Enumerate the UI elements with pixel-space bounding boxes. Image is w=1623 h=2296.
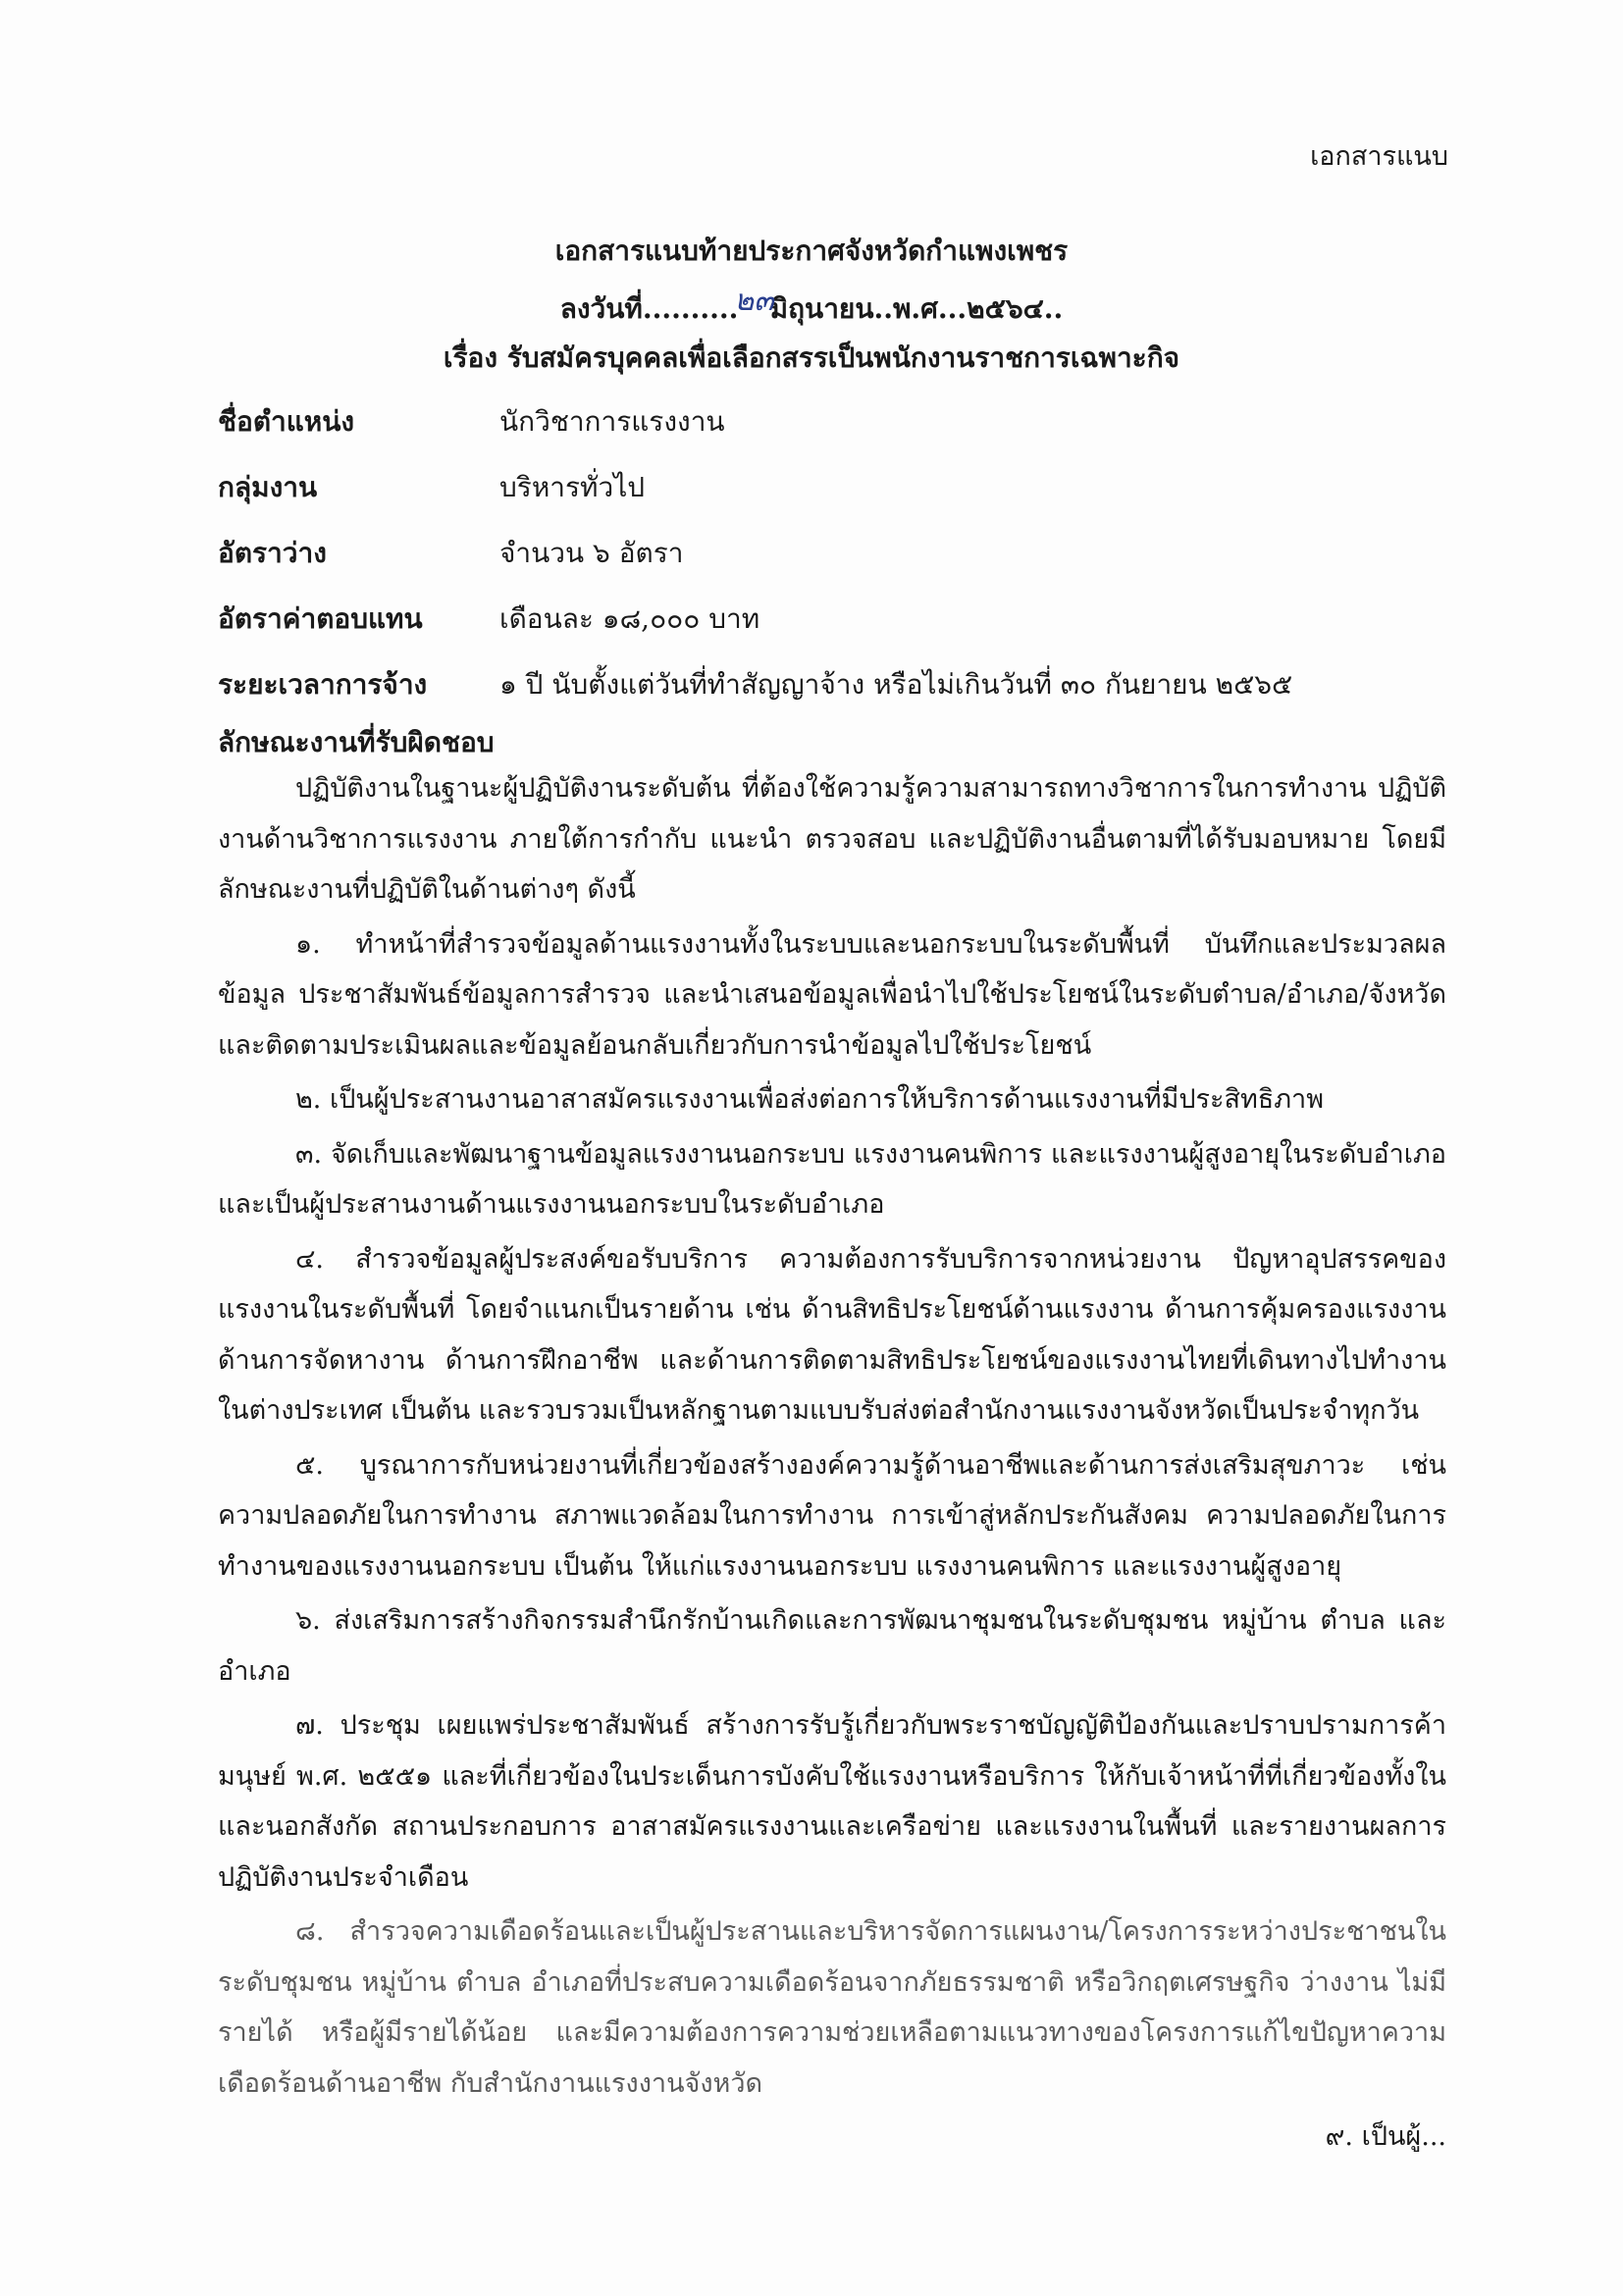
info-row-vacancies bbox=[218, 520, 1435, 586]
info-key: ชื่อตำแหน่ง bbox=[218, 404, 355, 438]
info-key: อัตราว่าง bbox=[218, 536, 327, 569]
duty-item-1: ๑. ทำหน้าที่สำรวจข้อมูลด้านแรงงานทั้งในระบบและนอกระบบในระดับพื้นที่ บันทึกและประมวลผลข้อมูล ประชาสัมพันธ์ข้อมูลการสำรวจ และนำเสนอข้อมูลเพื่อนำไปใช้ประโยชน์ในระดับตำบล/อำเภอ/จังหวัด และติดตามประเมินผลและข้อมูลย้อนกลับเกี่ยวกับการนำข้อมูลไปใช้ประโยชน์ bbox=[218, 928, 1446, 1061]
duty-item-7: ๗. ประชุม เผยแพร่ประชาสัมพันธ์ สร้างการรับรู้เกี่ยวกับพระราชบัญญัติป้องกันและปราบปรามการค้ามนุษย์ พ.ศ. ๒๕๕๑ และที่เกี่ยวข้องในประเด็นการบังคับใช้แรงงานหรือบริการ ให้กับเจ้าหน้าที่ที่เกี่ยวข้องทั้งในและนอกสังกัด สถานประกอบการ อาสาสมัครแรงงานและเครือข่าย และแรงงานในพื้นที่ และรายงานผลการปฏิบัติงานประจำเดือน bbox=[218, 1710, 1446, 1893]
info-row-salary bbox=[218, 586, 1435, 652]
info-value: ๑ ปี นับตั้งแต่วันที่ทำสัญญาจ้าง หรือไม่เกินวันที่ ๓๐ กันยายน ๒๕๖๕ bbox=[499, 667, 1293, 701]
duty-item-4: ๔. สำรวจข้อมูลผู้ประสงค์ขอรับบริการ ความต้องการรับบริการจากหน่วยงาน ปัญหาอุปสรรคของแรงงานในระดับพื้นที่ โดยจำแนกเป็นรายด้าน เช่น ด้านสิทธิประโยชน์ด้านแรงงาน ด้านการคุ้มครองแรงงาน ด้านการจัดหางาน ด้านการฝึกอาชีพ และด้านการติดตามสิทธิประโยชน์ของแรงงานไทยที่เดินทางไปทำงานในต่างประเทศ เป็นต้น และรวบรวมเป็นหลักฐานตามแบบรับส่งต่อสำนักงานแรงงานจังหวัดเป็นประจำทุกวัน bbox=[218, 1243, 1446, 1426]
intro-paragraph: ปฏิบัติงานในฐานะผู้ปฏิบัติงานระดับต้น ที่ต้องใช้ความรู้ความสามารถทางวิชาการในการทำงาน ปฏิบัติงานด้านวิชาการแรงงาน ภายใต้การกำกับ แนะนำ ตรวจสอบ และปฏิบัติงานอื่นตามที่ได้รับมอบหมาย โดยมีลักษณะงานที่ปฏิบัติในด้านต่างๆ ดังนี้ bbox=[218, 773, 1446, 905]
date-suffix: มิถุนายน..พ.ศ...๒๕๖๔.. bbox=[769, 292, 1064, 325]
duty-item-2: ๒. เป็นผู้ประสานงานอาสาสมัครแรงงานเพื่อส่งต่อการให้บริการด้านแรงงานที่มีประสิทธิภาพ bbox=[295, 1084, 1324, 1115]
info-value: จำนวน ๖ อัตรา bbox=[499, 536, 684, 569]
duty-item-3: ๓. จัดเก็บและพัฒนาฐานข้อมูลแรงงานนอกระบบ แรงงานคนพิการ และแรงงานผู้สูงอายุในระดับอำเภอ และเป็นผู้ประสานงานด้านแรงงานนอกระบบในระดับอำเภอ bbox=[218, 1138, 1446, 1220]
info-value: บริหารทั่วไป bbox=[499, 470, 646, 503]
page-continuation: ๙. เป็นผู้... bbox=[1325, 2121, 1446, 2152]
duties-body bbox=[218, 763, 1446, 2113]
duties-heading: ลักษณะงานที่รับผิดชอบ bbox=[218, 726, 495, 758]
date-dots: .......... bbox=[642, 292, 739, 325]
info-key: กลุ่มงาน bbox=[218, 470, 318, 503]
info-value: นักวิชาการแรงงาน bbox=[499, 404, 725, 438]
info-key: อัตราค่าตอบแทน bbox=[218, 601, 423, 635]
position-info-table bbox=[218, 389, 1435, 717]
handwritten-day: ๒๓ bbox=[734, 284, 774, 318]
info-value: เดือนละ ๑๘,๐๐๐ บาท bbox=[499, 601, 760, 635]
header-title: เอกสารแนบท้ายประกาศจังหวัดกำแพงเพชร bbox=[554, 235, 1069, 267]
info-row-position bbox=[218, 389, 1435, 454]
duty-item-8: ๘. สำรวจความเดือดร้อนและเป็นผู้ประสานและบริหารจัดการแผนงาน/โครงการระหว่างประชาชนในระดับชุมชน หมู่บ้าน ตำบล อำเภอที่ประสบความเดือดร้อนจากภัยธรรมชาติ หรือวิกฤตเศรษฐกิจ ว่างงาน ไม่มีรายได้ หรือผู้มีรายได้น้อย และมีความต้องการความช่วยเหลือตามแนวทางของโครงการแก้ไขปัญหาความเดือดร้อนด้านอาชีพ กับสำนักงานแรงงานจังหวัด bbox=[218, 1916, 1446, 2099]
info-row-group bbox=[218, 454, 1435, 520]
info-key: ระยะเวลาการจ้าง bbox=[218, 667, 428, 701]
date-prefix: ลงวันที่ bbox=[559, 292, 643, 325]
header-subject: เรื่อง รับสมัครบุคคลเพื่อเลือกสรรเป็นพนักงานราชการเฉพาะกิจ bbox=[443, 341, 1180, 374]
duty-item-5: ๕. บูรณาการกับหน่วยงานที่เกี่ยวข้องสร้างองค์ความรู้ด้านอาชีพและด้านการส่งเสริมสุขภาวะ เช่น ความปลอดภัยในการทำงาน สภาพแวดล้อมในการทำงาน การเข้าสู่หลักประกันสังคม ความปลอดภัยในการทำงานของแรงงานนอกระบบ เป็นต้น ให้แก่แรงงานนอกระบบ แรงงานคนพิการ และแรงงานผู้สูงอายุ bbox=[218, 1449, 1446, 1582]
duty-item-6: ๖. ส่งเสริมการสร้างกิจกรรมสำนึกรักบ้านเกิดและการพัฒนาชุมชนในระดับชุมชน หมู่บ้าน ตำบล และอำเภอ bbox=[218, 1605, 1446, 1687]
attachment-label: เอกสารแนบ bbox=[1310, 141, 1448, 172]
header-date-line bbox=[0, 286, 1623, 332]
info-row-employment-period bbox=[218, 652, 1435, 717]
